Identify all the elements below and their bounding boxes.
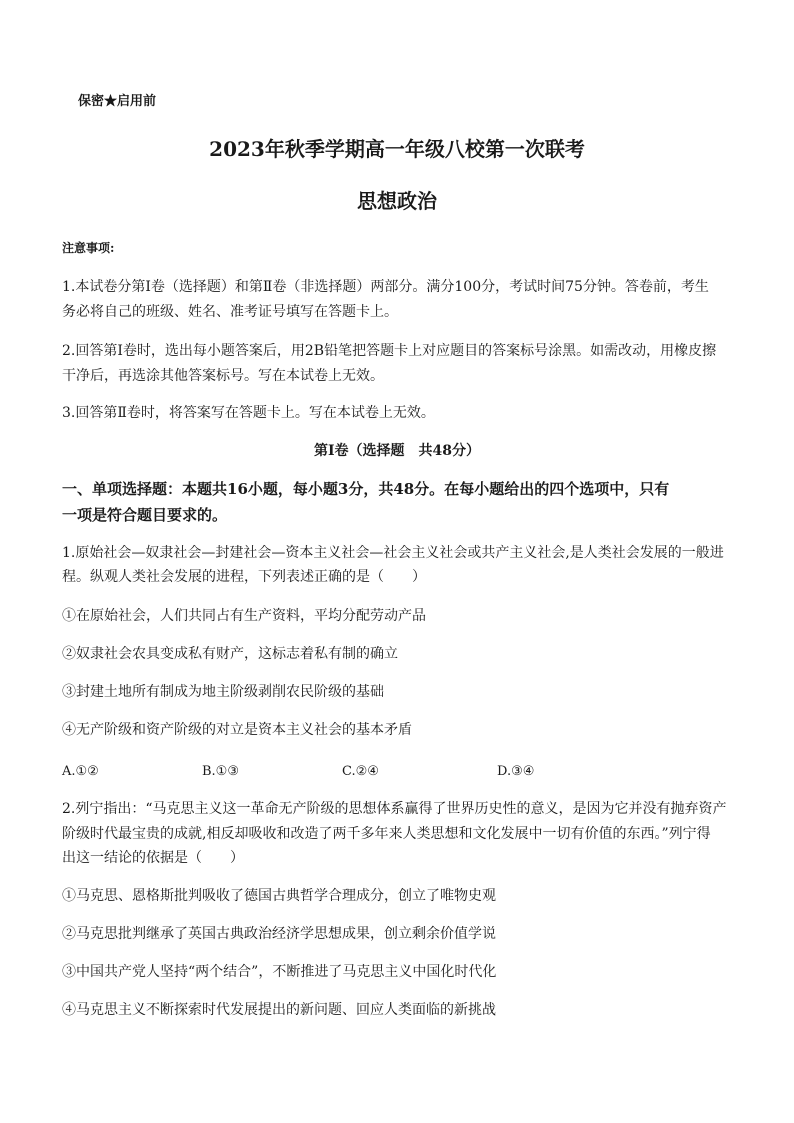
question-1-option-b: B.①③ [202, 764, 239, 779]
notice-item-2-line-1: 2.回答第Ⅰ卷时，选出每小题答案后，用2B铅笔把答题卡上对应题目的答案标号涂黑。如需改动，用橡皮擦 [62, 343, 717, 359]
notice-heading: 注意事项: [62, 241, 115, 255]
exam-title: 2023年秋季学期高一年级八校第一次联考 [209, 137, 585, 161]
question-2-statement-3: ③中国共产党人坚持“两个结合”，不断推进了马克思主义中国化时代化 [62, 964, 497, 980]
question-1-stem-line-1: 1.原始社会—奴隶社会—封建社会—资本主义社会—社会主义社会或共产主义社会,是人类社会发展的一般进 [62, 545, 724, 561]
notice-item-3: 3.回答第Ⅱ卷时，将答案写在答题卡上。写在本试卷上无效。 [62, 405, 435, 421]
section-1-heading: 第Ⅰ卷（选择题 共48分） [313, 443, 481, 459]
section-1-instruction-line-1: 一、单项选择题：本题共16小题，每小题3分，共48分。在每小题给出的四个选项中，只有 [62, 480, 670, 498]
notice-item-1-line-2: 务必将自己的班级、姓名、准考证号填写在答题卡上。 [62, 304, 398, 320]
question-1-statement-3: ③封建土地所有制成为地主阶级剥削农民阶级的基础 [62, 684, 384, 700]
notice-item-1-line-1: 1.本试卷分第Ⅰ卷（选择题）和第Ⅱ卷（非选择题）两部分。满分100分，考试时间75分钟。答卷前，考生 [62, 279, 709, 295]
section-1-instruction-line-2: 一项是符合题目要求的。 [62, 506, 228, 524]
question-1-statement-4: ④无产阶级和资产阶级的对立是资本主义社会的基本矛盾 [62, 722, 412, 738]
question-2-statement-1: ①马克思、恩格斯批判吸收了德国古典哲学合理成分，创立了唯物史观 [62, 888, 496, 904]
question-1-option-d: D.③④ [497, 764, 535, 779]
question-1-statement-2: ②奴隶社会农具变成私有财产，这标志着私有制的确立 [62, 646, 398, 662]
notice-item-2-line-2: 干净后，再选涂其他答案标号。写在本试卷上无效。 [62, 368, 384, 384]
question-1-option-a: A.①② [62, 764, 99, 779]
question-2-stem-line-3: 出这一结论的依据是（ ） [62, 850, 244, 866]
question-1-stem-line-2: 程。纵观人类社会发展的进程，下列表述正确的是（ ） [62, 569, 426, 585]
question-1-statement-1: ①在原始社会，人们共同占有生产资料，平均分配劳动产品 [62, 608, 426, 624]
exam-subject: 思想政治 [357, 189, 437, 213]
question-2-statement-2: ②马克思批判继承了英国古典政治经济学思想成果，创立剩余价值学说 [62, 926, 496, 942]
secret-mark: 保密★启用前 [78, 94, 157, 109]
question-1-option-c: C.②④ [342, 764, 379, 779]
question-2-stem-line-2: 阶级时代最宝贵的成就,相反却吸收和改造了两千多年来人类思想和文化发展中一切有价值的东西。”列宁得 [62, 826, 711, 842]
question-2-stem-line-1: 2.列宁指出：“马克思主义这一革命无产阶级的思想体系赢得了世界历史性的意义，是因为它并没有抛弃资产 [62, 801, 727, 817]
question-2-statement-4: ④马克思主义不断探索时代发展提出的新问题、回应人类面临的新挑战 [62, 1002, 496, 1018]
